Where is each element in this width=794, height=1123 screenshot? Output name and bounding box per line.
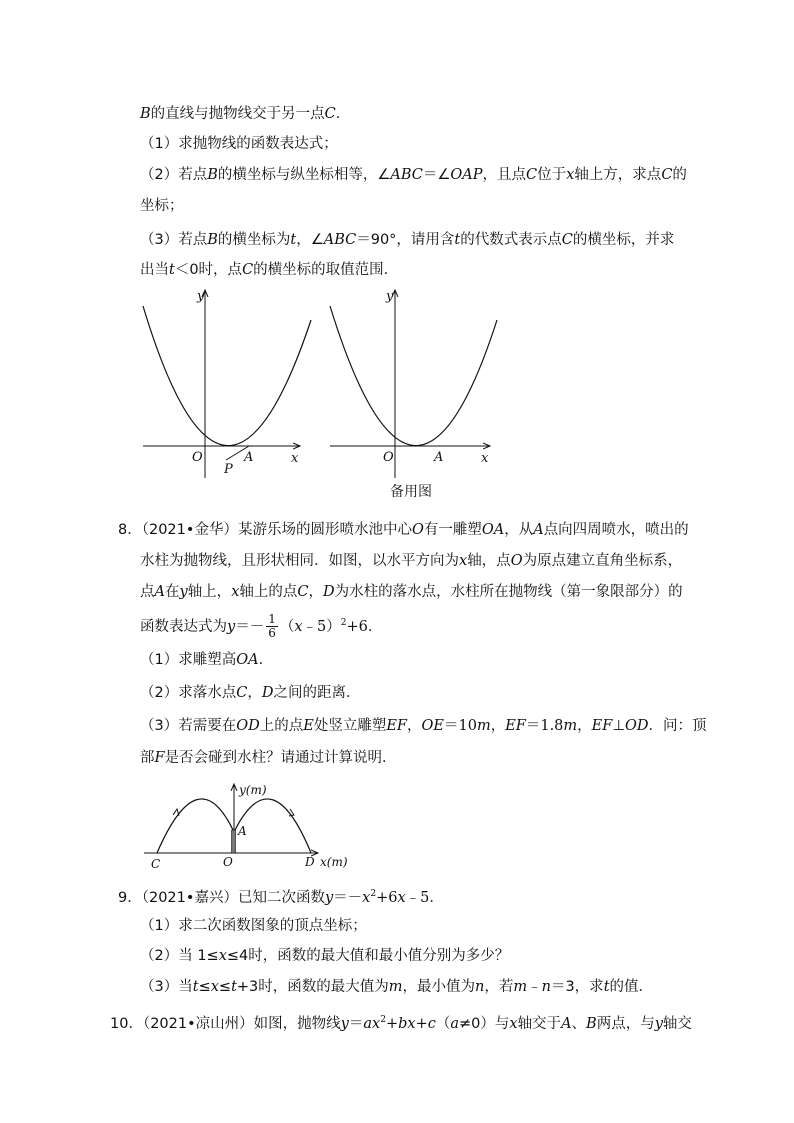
math-var: OD: [624, 718, 649, 734]
p7-figure-spare: [330, 289, 497, 500]
text: 的: [672, 167, 687, 183]
text: ＝∠: [422, 167, 451, 183]
math-var: y: [179, 584, 188, 600]
exponent: 2: [370, 889, 377, 899]
label-o: O: [192, 450, 203, 465]
p8-line2: [140, 551, 682, 571]
text: ＝－: [333, 889, 363, 906]
math-var: t: [192, 979, 199, 995]
p8-q2: [140, 683, 360, 703]
exponent: 2: [380, 1015, 386, 1025]
math-var: C: [236, 685, 248, 701]
math-var: EF: [591, 718, 613, 734]
text: ﹣5．: [405, 889, 444, 906]
text: ＜0时，点: [174, 262, 243, 278]
math-var: C: [561, 232, 573, 248]
parabola: [143, 306, 311, 446]
p9-q2: [140, 946, 509, 966]
text: 已知二次函数: [237, 889, 325, 906]
math-var: x: [231, 584, 240, 600]
text: +: [415, 1015, 428, 1032]
label-d: D: [305, 855, 315, 869]
math-var: C: [324, 106, 336, 122]
p7-q2-cont: 坐标；: [140, 198, 184, 214]
p8-q3: [140, 716, 706, 736]
text: 水柱为抛物线，且形状相同．如图，以水平方向为: [140, 553, 459, 569]
math-var: B: [586, 1015, 597, 1032]
math-var: c: [427, 1015, 436, 1032]
text: ≠0）与: [459, 1015, 510, 1032]
text: +: [385, 1015, 399, 1032]
p7-figure-main: [143, 289, 311, 478]
text: （2）当 1≤: [140, 948, 219, 964]
text: 位于: [537, 167, 567, 183]
text: ＝90°，请用含: [356, 232, 455, 248]
text: 的横坐标与纵坐标相等，∠: [217, 167, 391, 183]
text: .: [335, 106, 341, 122]
text: ，: [308, 584, 323, 600]
text: 的横坐标，并求: [572, 232, 675, 248]
p8-figure: [140, 778, 370, 870]
text: ≤: [198, 979, 211, 995]
text: 轴上，: [187, 584, 232, 600]
math-var: t: [603, 979, 610, 995]
math-var: A: [154, 584, 165, 600]
math-var: x: [362, 889, 371, 906]
math-var: n: [475, 979, 485, 995]
denominator: 6: [268, 626, 276, 641]
text: 轴上的点: [239, 584, 298, 600]
text: ，最小值为: [402, 979, 476, 995]
math-var: OD: [236, 718, 260, 734]
label-y: y: [197, 289, 205, 304]
text: ，: [490, 718, 506, 734]
text: （3）若点: [140, 232, 208, 248]
label-xm: x(m): [320, 855, 348, 869]
text: ≤: [218, 979, 232, 995]
p8-q1: [140, 650, 273, 670]
text: 的值．: [609, 979, 654, 995]
math-var: y: [654, 1015, 663, 1032]
source: （2021•凉山州）: [142, 1015, 254, 1032]
math-var: m: [388, 979, 403, 995]
text: ，: [577, 718, 592, 734]
math-var: ABC: [390, 167, 423, 183]
text: +6: [376, 889, 398, 906]
text: +6．: [346, 618, 383, 635]
label-y: y: [386, 289, 394, 304]
math-var: B: [140, 106, 151, 122]
text: 为原点建立直角坐标系，: [522, 553, 683, 569]
text: 为水柱的落水点，水柱所在抛物线（第一象限部分）的: [334, 584, 683, 600]
text: ．: [258, 652, 274, 668]
p8-line1: [118, 520, 689, 540]
text: ＝1.8: [525, 718, 564, 734]
text: （3）当: [140, 979, 193, 995]
math-var: D: [322, 584, 335, 600]
math-var: OA: [236, 652, 259, 668]
label-o: O: [383, 450, 394, 465]
label-x: x: [481, 451, 489, 466]
math-var: x: [566, 167, 575, 183]
p10-line1: [110, 1010, 692, 1034]
math-var: m: [476, 718, 491, 734]
text: ，: [407, 718, 422, 734]
p8-line3: [140, 582, 683, 602]
text: 的代数式表示点: [460, 232, 562, 248]
text: ＝－: [235, 618, 265, 635]
p9-line1: [118, 884, 444, 908]
text: （2）求落水点: [140, 685, 237, 701]
math-var: y: [340, 1015, 349, 1032]
text: ＝10: [443, 718, 477, 734]
label-o: O: [223, 855, 233, 869]
math-var: A: [533, 522, 544, 538]
text: 之间的距离．: [273, 685, 361, 701]
text: 有一雕塑: [423, 522, 482, 538]
math-var: OE: [421, 718, 444, 734]
text: ﹣5）: [302, 618, 341, 635]
math-var: C: [526, 167, 538, 183]
math-var: OA: [481, 522, 505, 538]
math-var: n: [541, 979, 551, 995]
math-var: C: [297, 584, 309, 600]
text: （1）求雕塑高: [140, 652, 237, 668]
math-var: t: [454, 232, 461, 248]
math-var: C: [242, 262, 254, 278]
p9-q3: [140, 977, 653, 997]
statue-oa: [232, 830, 236, 853]
text: 是否会碰到水柱？请通过计算说明．: [164, 750, 397, 766]
math-var: B: [207, 167, 218, 183]
math-var: D: [261, 685, 274, 701]
p8-line4: [140, 613, 382, 640]
text: +3时，函数的最大值为: [236, 979, 389, 995]
math-var: t: [231, 979, 237, 995]
math-var: O: [510, 553, 523, 569]
text: 的横坐标为: [217, 232, 291, 248]
math-var: t: [290, 232, 297, 248]
text: 点: [140, 584, 155, 600]
text: ，若: [484, 979, 514, 995]
math-var: x: [218, 948, 227, 964]
exponent: 2: [340, 618, 347, 628]
numerator: 1: [268, 612, 276, 627]
text: 某游乐场的圆形喷水池中心: [237, 522, 412, 538]
math-var: E: [303, 718, 314, 734]
text: ≤4时，函数的最大值和最小值分别为多少？: [226, 948, 510, 964]
text: 函数表达式为: [140, 618, 227, 635]
text: 部: [140, 750, 155, 766]
math-var: x: [210, 979, 219, 995]
text: ⊥: [612, 718, 625, 734]
math-var: EF: [505, 718, 526, 734]
text: 轴交: [662, 1015, 692, 1032]
text: ﹣: [527, 979, 542, 995]
p9-q1: （1）求二次函数图象的顶点坐标；: [140, 918, 367, 934]
label-p: P: [224, 462, 233, 477]
text: ＝: [348, 1015, 364, 1032]
p7-q1: （1）求抛物线的函数表达式；: [140, 136, 338, 152]
text: 如图，抛物线: [253, 1015, 341, 1032]
text: 点向四周喷水，喷出的: [543, 522, 689, 538]
math-var: B: [207, 232, 218, 248]
math-var: F: [154, 750, 165, 766]
math-var: a: [450, 1015, 459, 1032]
label-a: A: [238, 824, 247, 838]
math-var: OAP: [450, 167, 483, 183]
problem-number: 9．: [118, 889, 142, 906]
label-ym: y(m): [239, 783, 267, 797]
text: ．问：顶: [648, 718, 707, 734]
math-var: ax: [363, 1015, 381, 1032]
source: （2021•嘉兴）: [141, 889, 238, 906]
text: ，且点: [482, 167, 527, 183]
math-var: A: [561, 1015, 572, 1032]
text: ，从: [504, 522, 534, 538]
text: 处竖立雕塑: [313, 718, 387, 734]
text: 上的点: [259, 718, 304, 734]
text: 出当: [140, 262, 169, 278]
math-var: m: [563, 718, 578, 734]
math-var: x: [294, 618, 303, 635]
label-a: A: [434, 450, 444, 465]
math-var: m: [513, 979, 528, 995]
text: 的直线与抛物线交于另一点: [150, 106, 325, 122]
figure-caption: 备用图: [390, 484, 432, 500]
math-var: x: [459, 553, 468, 569]
math-var: C: [661, 167, 673, 183]
text: 轴，点: [467, 553, 511, 569]
label-a: A: [244, 450, 254, 465]
text: （: [435, 1015, 451, 1032]
text: 的横坐标的取值范围．: [253, 262, 399, 278]
math-var: EF: [386, 718, 407, 734]
label-x: x: [291, 451, 299, 466]
water-arc-left: [157, 799, 233, 853]
math-var: y: [324, 889, 334, 906]
math-var: y: [227, 618, 236, 635]
fraction: [266, 613, 278, 640]
text: 轴交于: [517, 1015, 562, 1032]
parabola: [330, 306, 497, 446]
text: 轴上方，求点: [574, 167, 662, 183]
p7-figures: [0, 0, 794, 510]
problem-number: 10．: [110, 1015, 143, 1032]
p8-q3-cont: [140, 748, 397, 768]
math-var: x: [397, 889, 406, 906]
math-var: t: [169, 262, 175, 278]
text: （3）若需要在: [140, 718, 237, 734]
label-c: C: [151, 857, 161, 870]
text: ，∠: [296, 232, 324, 248]
source: （2021•金华）: [141, 522, 238, 538]
text: （: [279, 618, 295, 635]
math-var: bx: [398, 1015, 416, 1032]
text: （2）若点: [140, 167, 208, 183]
text: 在: [164, 584, 180, 600]
text: 、: [571, 1015, 587, 1032]
math-var: x: [509, 1015, 518, 1032]
math-var: ABC: [323, 232, 357, 248]
text: ＝3，求: [550, 979, 604, 995]
problem-number: 8．: [118, 522, 142, 538]
text: ，: [247, 685, 262, 701]
math-var: O: [411, 522, 424, 538]
text: 两点，与: [596, 1015, 655, 1032]
